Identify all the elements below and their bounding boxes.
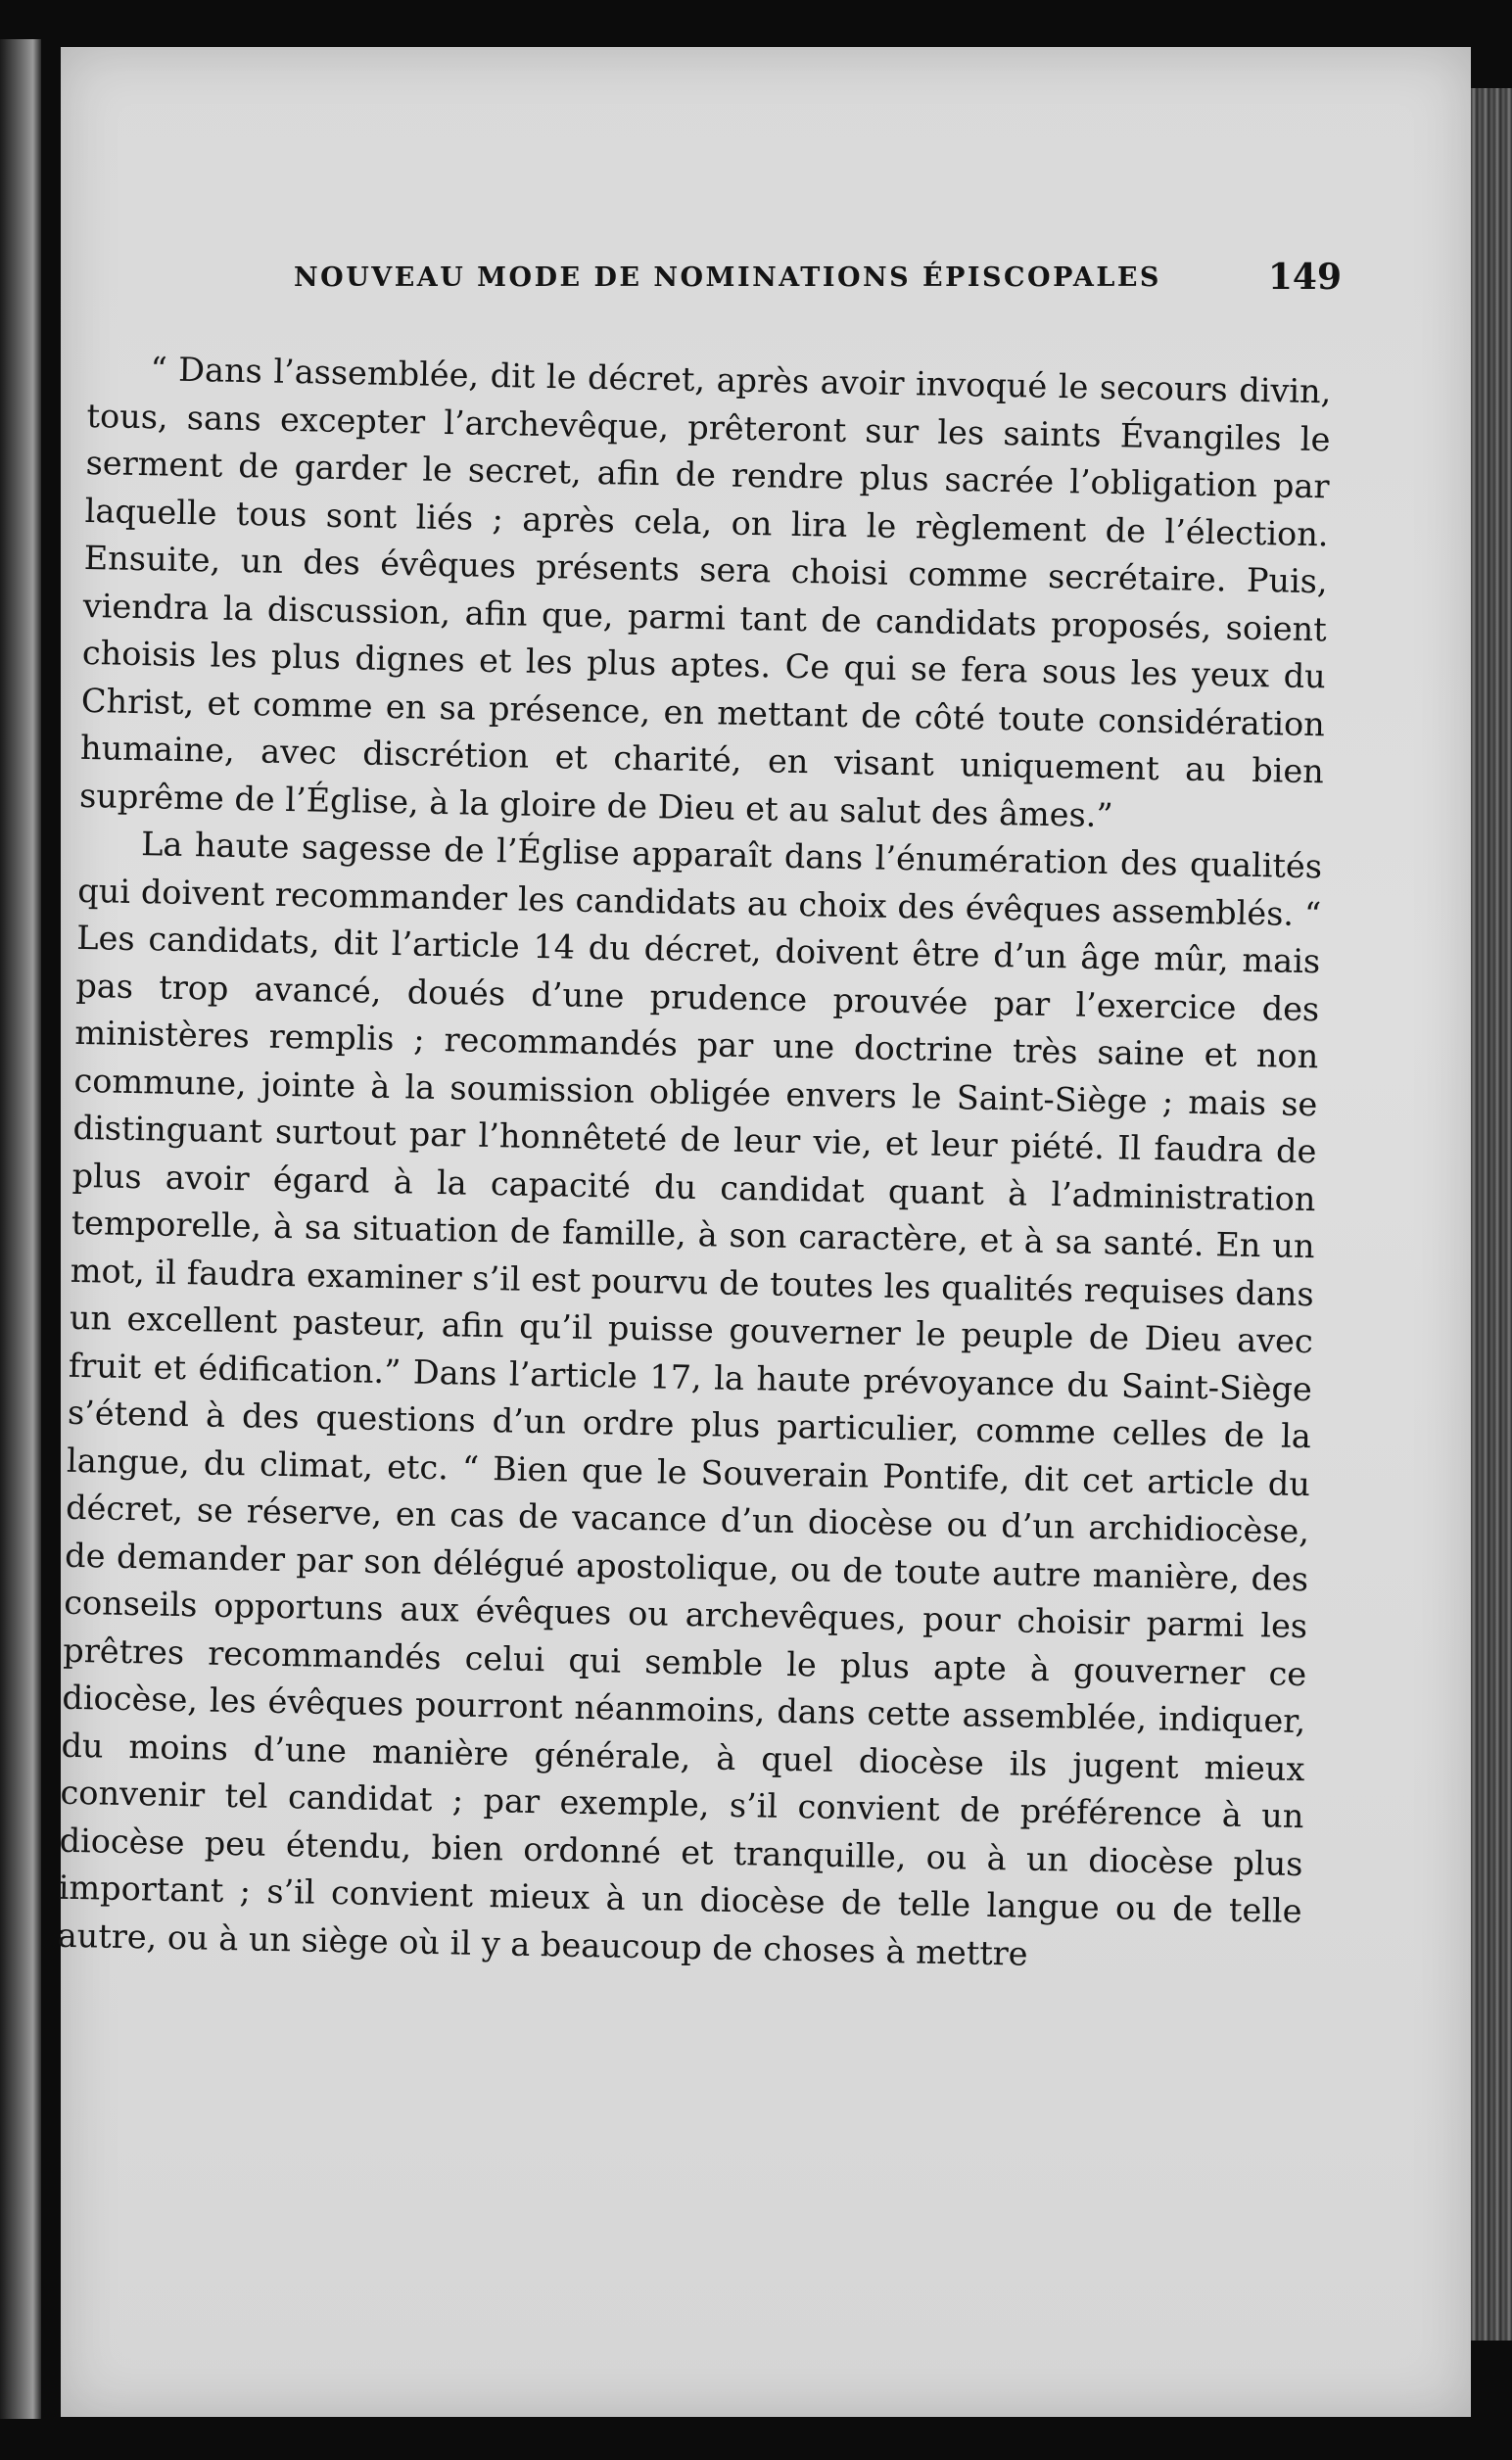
body-text — [57, 345, 1331, 1983]
running-head: NOUVEAU MODE DE NOMINATIONS ÉPISCOPALES — [294, 262, 1161, 293]
left-page-edge — [0, 39, 41, 2419]
paragraph-candidate-qualities: La haute sagesse de l’Église apparaît dans l’énumération des qualités qui doivent recommander les candidats au choix des évêques assemblés. “ Les candidats, dit l’article 14 du décret, doivent être d’un âge mûr, mais pas trop avancé, doués d’une prudence prouvée par l’exercice des ministères remplis ; recommandés par une doctrine très saine et non commune, jointe à la soumission obligée envers le Saint-Siège ; mais se distinguant surtout par l’honnêteté de leur vie, et leur piété. Il faudra de plus avoir égard à la capacité du candidat quant à l’administration temporelle, à sa situation de famille, à son caractère, et à sa santé. En un mot, il faudra examiner s’il est pourvu de toutes les qualités requises dans un excellent pasteur, afin qu’il puisse gouverner le peuple de Dieu avec fruit et édification.” Dans l’article 17, la haute prévoyance du Saint-Siège s’étend à des questions d’un ordre plus particulier, comme celles de la langue, du climat, etc. “ Bien que le Souverain Pontife, dit cet article du décret, se réserve, en cas de vacance d’un diocèse ou d’un archidiocèse, de demander par son délégué apostolique, ou de toute autre manière, des conseils opportuns aux évêques ou archevêques, pour choisir parmi les prêtres recommandés celui qui semble le plus apte à gouverner ce diocèse, les évêques pourront néanmoins, dans cette assemblée, indiquer, du moins d’une manière générale, à quel diocèse ils jugent mieux convenir tel candidat ; par exemple, s’il convient de préférence à un diocèse peu étendu, bien ordonné et tranquille, ou à un diocèse plus important ; s’il convient mieux à un diocèse de telle langue ou de telle autre, ou à un siège où il y a beaucoup de choses à mettre — [57, 825, 1323, 1973]
page-number: 149 — [1267, 257, 1342, 298]
page-header — [235, 257, 1342, 321]
paragraph-decree-quote: “ Dans l’assemblée, dit le décret, après avoir invoqué le secours divin, tous, sans excepter l’archevêque, prêteront sur les saints Évangiles le serment de garder le secret, afin de rendre plus sacrée l’obligation par laquelle tous sont liés ; après cela, on lira le règlement de l’élection. Ensuite, un des évêques présents sera choisi comme secrétaire. Puis, viendra la discussion, afin que, parmi tant de candidats proposés, soient choisis les plus dignes et les plus aptes. Ce qui se fera sous les yeux du Christ, et comme en sa présence, en mettant de côté toute considération humaine, avec discrétion et charité, en visant uniquement au bien suprême de l’Église, à la gloire de Dieu et au salut des âmes.” — [78, 350, 1332, 834]
